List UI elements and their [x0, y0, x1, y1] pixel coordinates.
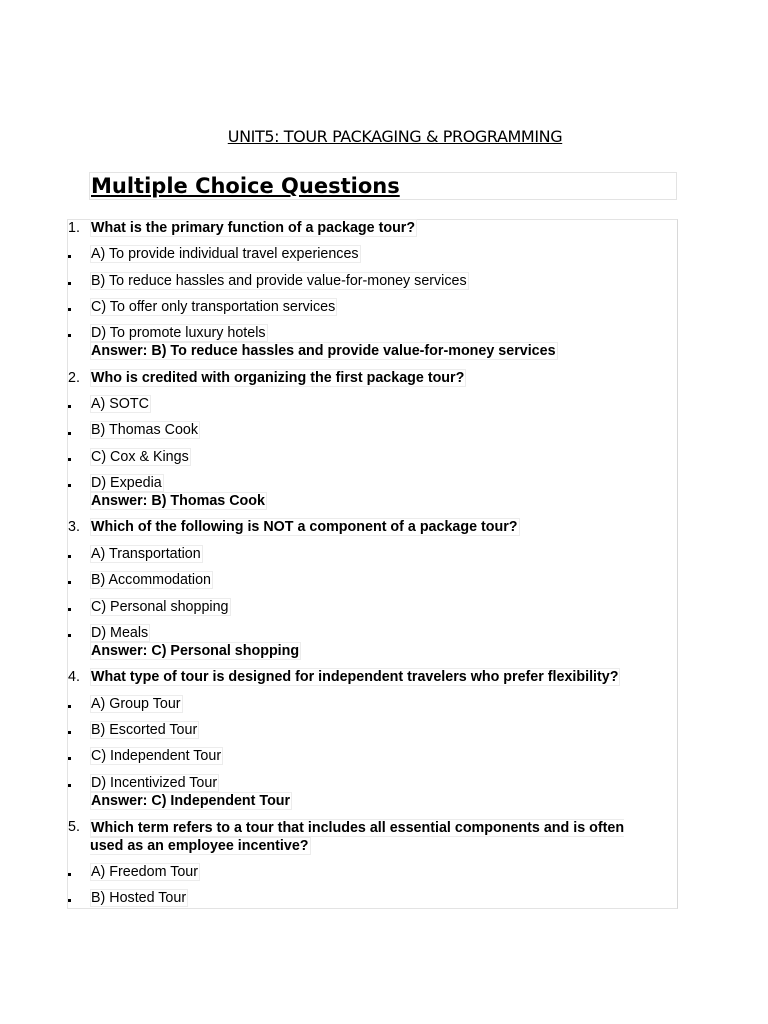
bullet-icon	[68, 432, 71, 435]
option-text: D) Expedia	[91, 475, 162, 491]
option-text: B) Hosted Tour	[91, 890, 187, 906]
bullet-icon	[68, 757, 71, 760]
bullet-icon	[68, 282, 71, 285]
bullet-icon	[68, 731, 71, 734]
option-text: D) To promote luxury hotels	[91, 325, 266, 341]
bullet-icon	[68, 255, 71, 258]
bullet-icon	[68, 405, 71, 408]
option-text: A) Group Tour	[91, 696, 181, 712]
option-text: C) Personal shopping	[91, 599, 229, 615]
option-text: B) Thomas Cook	[91, 422, 199, 438]
question-2-text: Who is credited with organizing the first package tour?	[91, 370, 465, 386]
question-4-text: What type of tour is designed for independent travelers who prefer flexibility?	[91, 669, 619, 685]
answer-text	[90, 643, 301, 660]
answer-text	[90, 493, 267, 510]
option-text: D) Meals	[91, 625, 149, 641]
bullet-icon	[68, 555, 71, 558]
bullet-icon	[68, 873, 71, 876]
option-item	[90, 422, 200, 439]
bullet-icon	[68, 484, 71, 487]
option-text: B) To reduce hassles and provide value-for-money services	[91, 273, 467, 289]
question-text	[90, 519, 520, 536]
option-text: C) Cox & Kings	[91, 449, 189, 465]
option-item	[90, 599, 231, 616]
question-text	[90, 220, 417, 237]
option-item	[90, 722, 199, 739]
option-item	[90, 572, 213, 589]
option-text: C) To offer only transportation services	[91, 299, 336, 315]
option-text: B) Escorted Tour	[91, 722, 198, 738]
option-item	[90, 625, 150, 642]
option-item	[90, 246, 361, 263]
answer-2-text: Answer: B) Thomas Cook	[91, 493, 265, 509]
option-item	[90, 449, 191, 466]
option-item	[90, 696, 183, 713]
answer-text	[90, 343, 558, 360]
option-item	[90, 748, 223, 765]
answer-text	[90, 793, 292, 810]
option-text: D) Incentivized Tour	[91, 775, 218, 791]
option-item	[90, 546, 203, 563]
document-title: UNIT5: TOUR PACKAGING & PROGRAMMING	[227, 127, 563, 146]
option-item	[90, 299, 337, 316]
option-item	[90, 775, 219, 792]
bullet-icon	[68, 581, 71, 584]
answer-3-text: Answer: C) Personal shopping	[91, 643, 300, 659]
question-3-text: Which of the following is NOT a component of a package tour?	[91, 519, 518, 535]
question-text	[90, 669, 620, 686]
question-number: 1.	[68, 220, 80, 236]
bullet-icon	[68, 784, 71, 787]
question-number: 4.	[68, 669, 80, 685]
question-number: 2.	[68, 370, 80, 386]
question-5-text: Which term refers to a tour that includes all essential components and is often used as an employee incentive?	[90, 820, 625, 854]
option-item	[90, 273, 469, 290]
option-item	[90, 396, 151, 413]
question-number: 3.	[68, 519, 80, 535]
question-1-text: What is the primary function of a package tour?	[91, 220, 416, 236]
option-item	[90, 325, 268, 342]
question-text	[90, 819, 660, 855]
option-text: C) Independent Tour	[91, 748, 222, 764]
option-text: B) Accommodation	[91, 572, 211, 588]
bullet-icon	[68, 634, 71, 637]
section-heading: Multiple Choice Questions	[91, 174, 400, 198]
bullet-icon	[68, 308, 71, 311]
option-text: A) Freedom Tour	[91, 864, 199, 880]
bullet-icon	[68, 458, 71, 461]
question-text	[90, 370, 466, 387]
bullet-icon	[68, 705, 71, 708]
option-item	[90, 890, 188, 907]
bullet-icon	[68, 608, 71, 611]
section-heading-box	[89, 172, 677, 200]
option-item	[90, 864, 200, 881]
option-item	[90, 475, 164, 492]
bullet-icon	[68, 334, 71, 337]
answer-4-text: Answer: C) Independent Tour	[91, 793, 291, 809]
option-text: A) Transportation	[91, 546, 201, 562]
question-number: 5.	[68, 819, 80, 835]
bullet-icon	[68, 899, 71, 902]
option-text: A) SOTC	[91, 396, 149, 412]
answer-1-text: Answer: B) To reduce hassles and provide value-for-money services	[91, 343, 556, 359]
option-text: A) To provide individual travel experiences	[91, 246, 359, 262]
